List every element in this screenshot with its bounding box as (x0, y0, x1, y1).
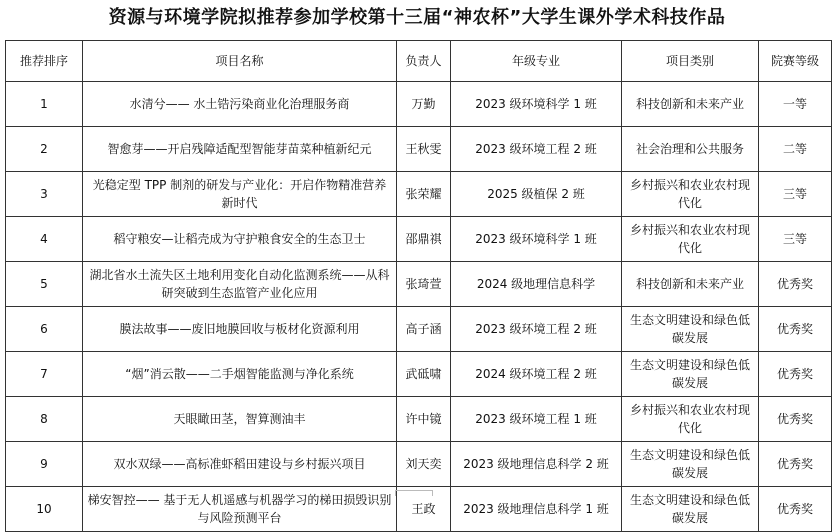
project-cell: 双水双绿——高标准虾稻田建设与乡村振兴项目 (83, 442, 397, 487)
leader-cell: 许中镜 (397, 397, 451, 442)
category-cell: 社会治理和公共服务 (622, 127, 759, 172)
grade-cell: 2023 级地理信息科学 2 班 (451, 442, 622, 487)
project-cell: 光稳定型 TPP 制剂的研发与产业化：开启作物精准营养新时代 (83, 172, 397, 217)
rank-cell: 1 (6, 82, 83, 127)
header-project: 项目名称 (83, 41, 397, 82)
level-cell: 优秀奖 (759, 487, 832, 532)
leader-cell: 武砥啸 (397, 352, 451, 397)
leader-cell: 张荣耀 (397, 172, 451, 217)
project-cell: 水清兮—— 水土锆污染商业化治理服务商 (83, 82, 397, 127)
level-cell: 优秀奖 (759, 442, 832, 487)
rank-cell: 8 (6, 397, 83, 442)
table-row (6, 172, 832, 217)
table-header-row (6, 41, 832, 82)
category-cell: 乡村振兴和农业农村现代化 (622, 172, 759, 217)
table-row (6, 217, 832, 262)
project-cell: 梯安智控—— 基于无人机遥感与机器学习的梯田损毁识别与风险预测平台 (83, 487, 397, 532)
header-grade: 年级专业 (451, 41, 622, 82)
grade-cell: 2025 级植保 2 班 (451, 172, 622, 217)
leader-cell: 刘天奕 (397, 442, 451, 487)
level-cell: 一等 (759, 82, 832, 127)
category-cell: 科技创新和未来产业 (622, 82, 759, 127)
level-cell: 三等 (759, 172, 832, 217)
category-cell: 乡村振兴和农业农村现代化 (622, 217, 759, 262)
table-row (6, 397, 832, 442)
grade-cell: 2023 级环境科学 1 班 (451, 82, 622, 127)
header-rank: 推荐排序 (6, 41, 83, 82)
project-cell: 膜法故事——废旧地膜回收与板材化资源利用 (83, 307, 397, 352)
table-row (6, 352, 832, 397)
grade-cell: 2024 级地理信息科学 (451, 262, 622, 307)
leader-cell: 万勤 (397, 82, 451, 127)
rank-cell: 5 (6, 262, 83, 307)
header-level: 院赛等级 (759, 41, 832, 82)
table-row (6, 82, 832, 127)
header-leader: 负责人 (397, 41, 451, 82)
project-cell: 稻守粮安—让稻壳成为守护粮食安全的生态卫士 (83, 217, 397, 262)
project-cell: 智愈芽——开启残障适配型智能芽苗菜种植新纪元 (83, 127, 397, 172)
table-row (6, 127, 832, 172)
category-cell: 生态文明建设和绿色低碳发展 (622, 307, 759, 352)
grade-cell: 2023 级环境工程 2 班 (451, 307, 622, 352)
rank-cell: 2 (6, 127, 83, 172)
grade-cell: 2023 级环境工程 2 班 (451, 127, 622, 172)
rank-cell: 10 (6, 487, 83, 532)
category-cell: 生态文明建设和绿色低碳发展 (622, 442, 759, 487)
rank-cell: 7 (6, 352, 83, 397)
table-row (6, 307, 832, 352)
category-cell: 生态文明建设和绿色低碳发展 (622, 487, 759, 532)
level-cell: 优秀奖 (759, 307, 832, 352)
rank-cell: 4 (6, 217, 83, 262)
level-cell: 优秀奖 (759, 262, 832, 307)
page-footer-tab (395, 490, 433, 496)
category-cell: 乡村振兴和农业农村现代化 (622, 397, 759, 442)
grade-cell: 2024 级环境工程 2 班 (451, 352, 622, 397)
grade-cell: 2023 级环境工程 1 班 (451, 397, 622, 442)
award-table (5, 40, 832, 532)
level-cell: 二等 (759, 127, 832, 172)
category-cell: 科技创新和未来产业 (622, 262, 759, 307)
leader-cell: 王政 (397, 487, 451, 532)
page-title: 资源与环境学院拟推荐参加学校第十三届“神农杯”大学生课外学术科技作品 (108, 7, 726, 28)
leader-cell: 邵鼎祺 (397, 217, 451, 262)
level-cell: 优秀奖 (759, 397, 832, 442)
level-cell: 三等 (759, 217, 832, 262)
level-cell: 优秀奖 (759, 352, 832, 397)
leader-cell: 王秋雯 (397, 127, 451, 172)
rank-cell: 3 (6, 172, 83, 217)
rank-cell: 9 (6, 442, 83, 487)
table-row (6, 262, 832, 307)
table-row (6, 442, 832, 487)
header-category: 项目类别 (622, 41, 759, 82)
grade-cell: 2023 级环境科学 1 班 (451, 217, 622, 262)
category-cell: 生态文明建设和绿色低碳发展 (622, 352, 759, 397)
leader-cell: 高子涵 (397, 307, 451, 352)
project-cell: 天眼瞰田茎，智算测油丰 (83, 397, 397, 442)
project-cell: 湖北省水土流失区土地利用变化自动化监测系统——从科研突破到生态监管产业化应用 (83, 262, 397, 307)
leader-cell: 张琦萱 (397, 262, 451, 307)
project-cell: “烟”消云散——二手烟智能监测与净化系统 (83, 352, 397, 397)
rank-cell: 6 (6, 307, 83, 352)
grade-cell: 2023 级地理信息科学 1 班 (451, 487, 622, 532)
